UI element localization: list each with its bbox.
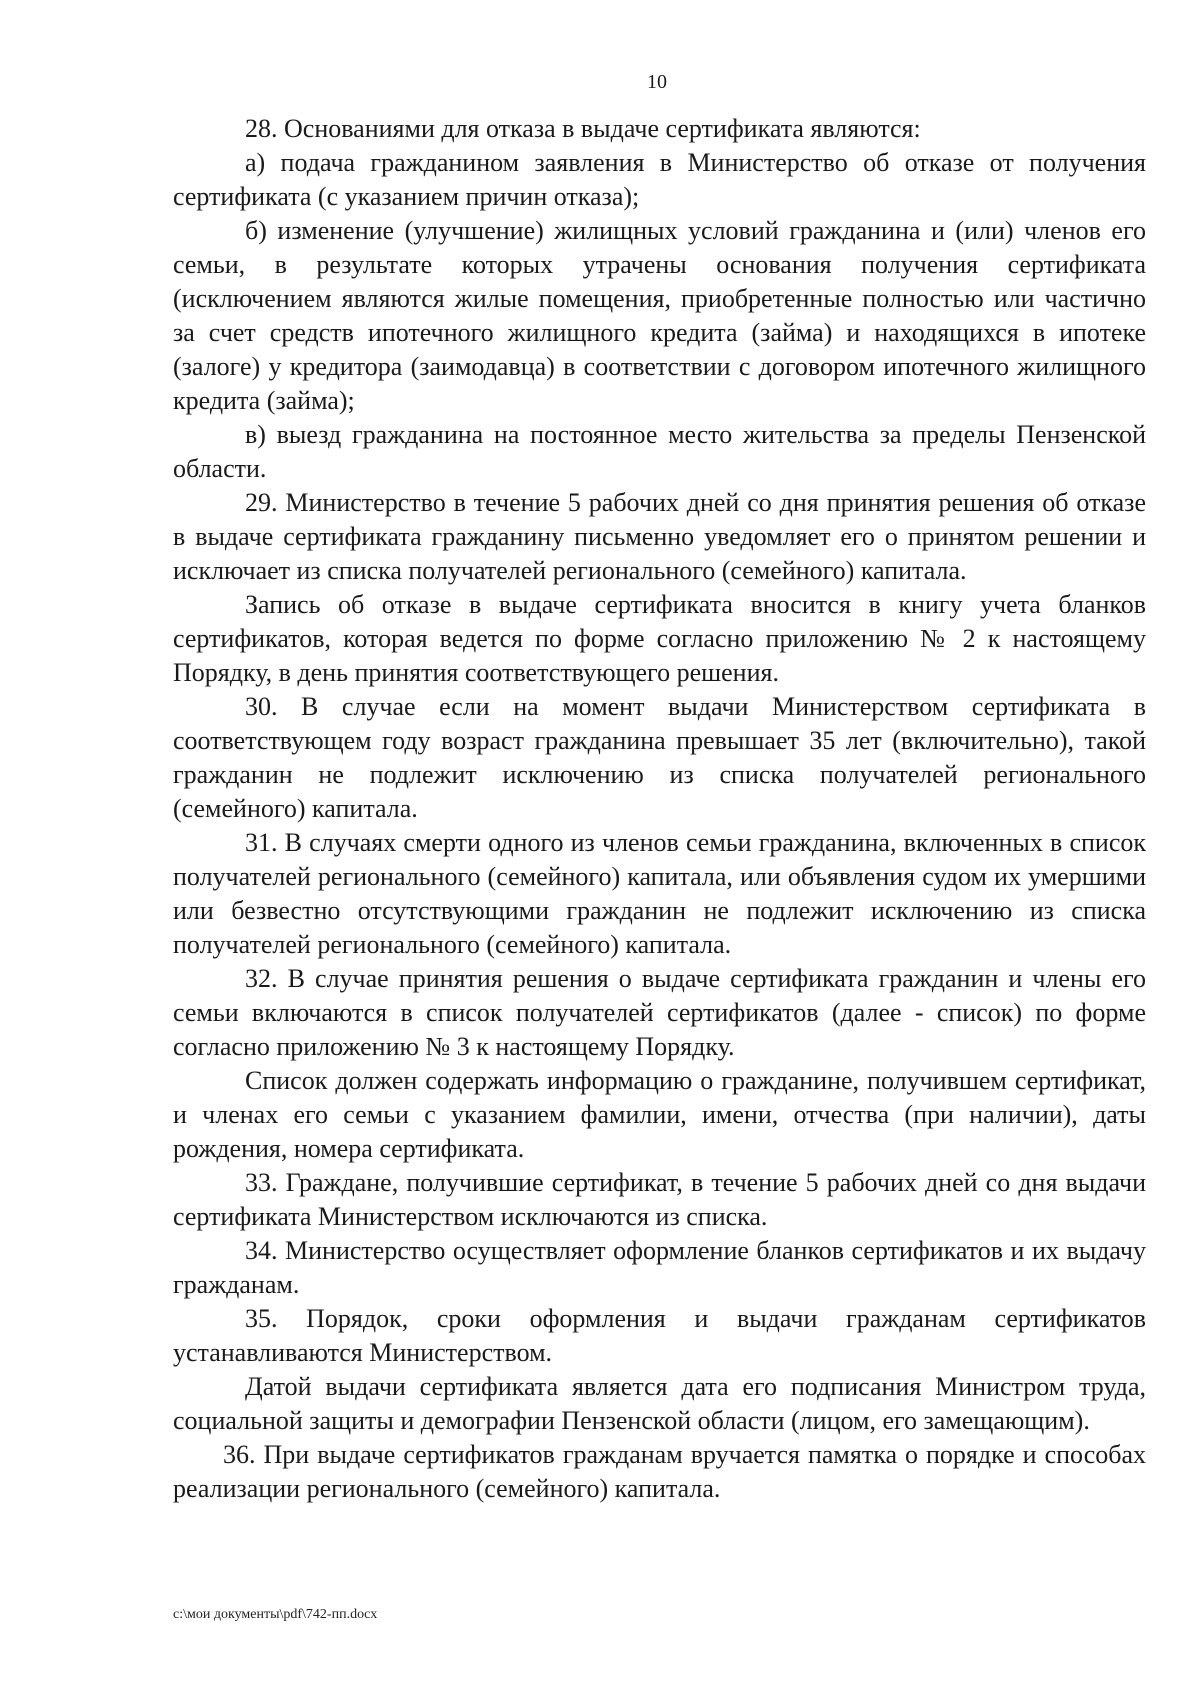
paragraph-28: 28. Основаниями для отказа в выдаче сертификата являются: xyxy=(245,114,921,143)
paragraph-32-list: Список должен содержать информацию о гражданине, получившем сертификат, и членах его семьи с указанием фамилии, имени, отчества (при наличии), даты рождения, номера сертификата. xyxy=(173,1066,1146,1163)
document-body xyxy=(173,112,1146,1506)
paragraph-35-date: Датой выдачи сертификата является дата его подписания Министром труда, социальной защиты и демографии Пензенской области (лицом, его замещающим). xyxy=(173,1372,1146,1435)
footer-file-path: c:\мои документы\pdf\742-пп.docx xyxy=(173,1607,378,1622)
paragraph-28-v: в) выезд гражданина на постоянное место жительства за пределы Пензенской области. xyxy=(173,420,1146,483)
paragraph-29: 29. Министерство в течение 5 рабочих дней со дня принятия решения об отказе в выдаче сертификата гражданину письменно уведомляет его о принятом решении и исключает из списка получателей регионального (семейного) капитала. xyxy=(173,488,1146,585)
paragraph-36: 36. При выдаче сертификатов гражданам вручается памятка о порядке и способах реализации регионального (семейного) капитала. xyxy=(173,1440,1146,1503)
paragraph-28-b: б) изменение (улучшение) жилищных условий гражданина и (или) членов его семьи, в результате которых утрачены основания получения сертификата (исключением являются жилые помещения, приобретенные полностью или частично за счет средств ипотечного жилищного кредита (займа) и находящихся в ипотеке (залоге) у кредитора (заимодавца) в соответствии с договором ипотечного жилищного кредита (займа); xyxy=(173,216,1146,415)
paragraph-34: 34. Министерство осуществляет оформление бланков сертификатов и их выдачу гражданам. xyxy=(173,1236,1146,1299)
paragraph-32: 32. В случае принятия решения о выдаче сертификата гражданин и члены его семьи включаются в список получателей сертификатов (далее - список) по форме согласно приложению № 3 к настоящему Порядку. xyxy=(173,964,1146,1061)
paragraph-30: 30. В случае если на момент выдачи Министерством сертификата в соответствующем году возраст гражданина превышает 35 лет (включительно), такой гражданин не подлежит исключению из списка получателей регионального (семейного) капитала. xyxy=(173,692,1146,823)
paragraph-35: 35. Порядок, сроки оформления и выдачи гражданам сертификатов устанавливаются Министерством. xyxy=(173,1304,1146,1367)
paragraph-28-a: а) подача гражданином заявления в Министерство об отказе от получения сертификата (с указанием причин отказа); xyxy=(173,148,1146,211)
paragraph-31: 31. В случаях смерти одного из членов семьи гражданина, включенных в список получателей регионального (семейного) капитала, или объявления судом их умершими или безвестно отсутствующими гражданин не подлежит исключению из списка получателей регионального (семейного) капитала. xyxy=(173,828,1146,959)
paragraph-29-record: Запись об отказе в выдаче сертификата вносится в книгу учета бланков сертификатов, которая ведется по форме согласно приложению № 2 к настоящему Порядку, в день принятия соответствующего решения. xyxy=(173,590,1146,687)
paragraph-33: 33. Граждане, получившие сертификат, в течение 5 рабочих дней со дня выдачи сертификата Министерством исключаются из списка. xyxy=(173,1168,1146,1231)
page-number: 10 xyxy=(647,71,667,93)
